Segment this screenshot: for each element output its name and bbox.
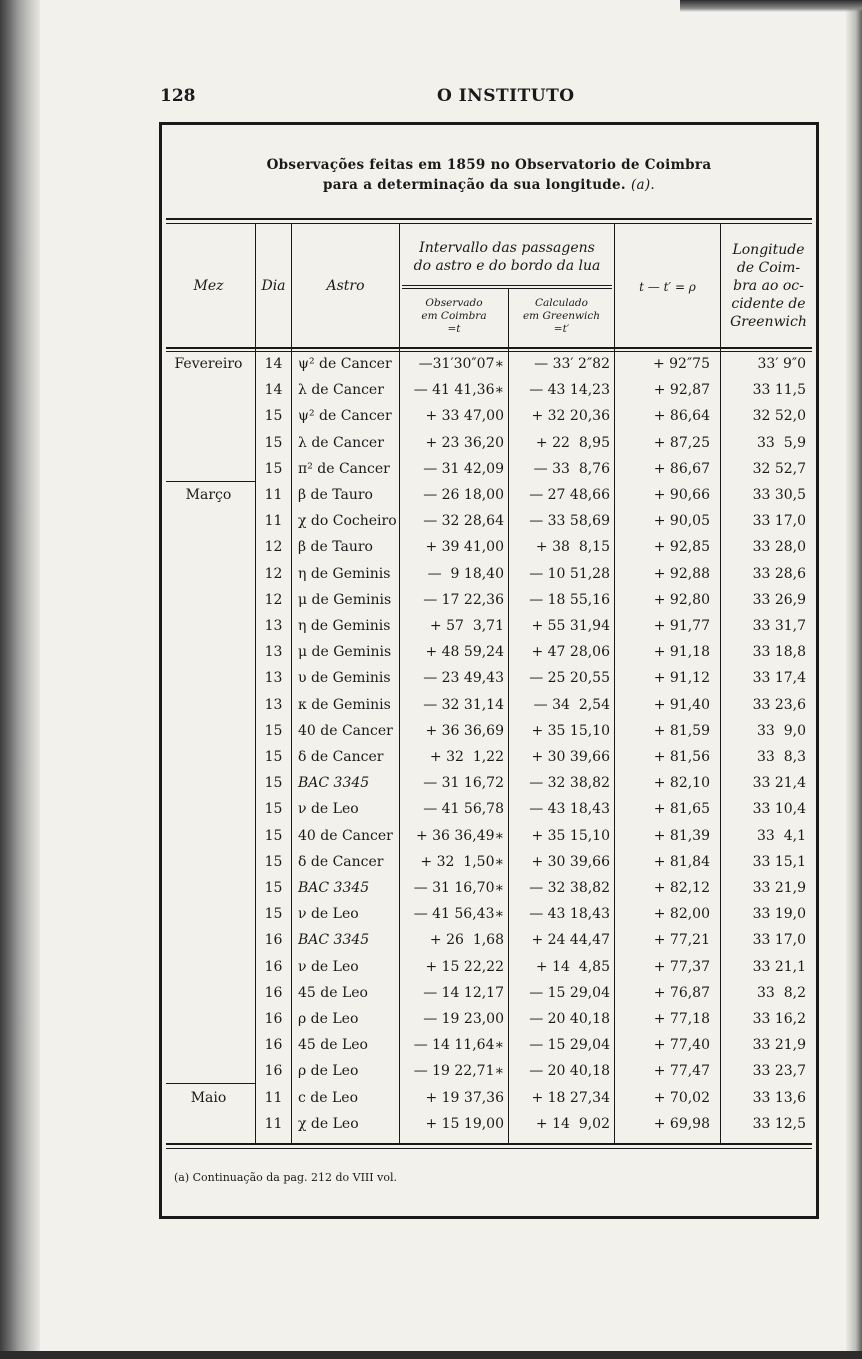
header-mez: Mez [193,278,224,294]
cell-lon: 33 21,9 [752,880,806,896]
cell-calc: + 38 8,15 [535,539,610,556]
cell-dia: 13 [264,670,283,687]
cell-calc: — 43 18,43 [529,801,610,818]
cell-calc: — 33 58,69 [529,513,610,530]
cell-dia: 15 [264,827,283,844]
cell-lon: 33 18,8 [752,644,806,661]
table-row [162,351,816,377]
cell-dia: 14 [264,356,283,372]
table-row [162,534,816,560]
cell-calc: — 20 40,18 [529,1011,610,1027]
cell-lon: 33 9,0 [757,722,806,739]
cell-astro: μ de Geminis [298,591,392,608]
cell-dia: 15 [264,722,283,739]
cell-obs: — 14 11,64∗ [413,1037,504,1054]
table-row [162,692,816,718]
cell-calc: — 15 29,04 [529,1037,610,1054]
cell-astro: δ de Cancer [298,853,384,870]
title-line-1: Observações feitas em 1859 no Observatorio de Coimbra [266,157,712,173]
cell-astro: β de Tauro [298,487,373,503]
cell-diff: + 81,39 [653,827,710,844]
table-row [162,1111,816,1137]
cell-lon: 33 30,5 [752,487,806,503]
cell-astro: c de Leo [298,1089,358,1106]
cell-calc: + 35 15,10 [531,827,610,844]
cell-mez: Março [185,487,232,503]
cell-diff: + 92,85 [653,539,710,556]
cell-lon: 33 8,2 [757,984,806,1001]
cell-astro: χ de Leo [298,1115,359,1132]
cell-calc: — 34 2,54 [533,696,610,713]
table-row [162,456,816,482]
cell-astro: 40 de Cancer [298,827,393,844]
header-intervallo-l1: Intervallo das passagens [419,240,595,256]
cell-dia: 15 [264,880,283,896]
cell-dia: 15 [264,775,283,792]
cell-astro: 45 de Leo [298,1037,368,1054]
table-row [162,587,816,613]
cell-diff: + 77,37 [653,958,710,975]
cell-obs: — 31 42,09 [423,460,504,477]
cell-obs: — 41 41,36∗ [413,382,504,399]
cell-calc: — 43 18,43 [529,906,610,923]
header-calculado-l2: em Greenwich [522,310,601,322]
cell-calc: — 20 40,18 [529,1063,610,1080]
rule-intervallo [402,285,612,286]
cell-lon: 33 23,7 [752,1063,806,1080]
rule-body-bottom-2 [166,1148,812,1149]
table-row [162,927,816,953]
cell-diff: + 92,88 [653,565,710,582]
cell-obs: + 48 59,24 [425,644,504,661]
footnote: (a) Continuação da pag. 212 do VIII vol. [174,1171,397,1184]
header-longitude [721,241,816,331]
table-row [162,770,816,796]
cell-obs: — 32 28,64 [423,513,504,530]
header-calculado [509,297,614,336]
cell-astro: λ de Cancer [298,434,384,451]
table-row [162,639,816,665]
cell-astro: η de Geminis [298,565,391,582]
cell-dia: 13 [264,696,283,713]
cell-lon: 33 8,3 [757,749,806,765]
header-calculado-l3: =t′ [553,323,570,335]
cell-diff: + 90,05 [653,513,710,530]
cell-obs: — 41 56,78 [423,801,504,818]
cell-mez: Maio [190,1089,227,1106]
cell-astro: η de Geminis [298,618,391,634]
cell-obs: —31′30″07∗ [418,356,504,372]
page-edge-top [680,0,862,12]
header-astro: Astro [326,278,365,294]
cell-diff: + 81,56 [653,749,710,765]
cell-dia: 16 [264,1037,283,1054]
table-row [162,1058,816,1084]
cell-calc: — 10 51,28 [529,565,610,582]
cell-diff: + 91,18 [653,644,710,661]
table-row [162,718,816,744]
cell-astro: π² de Cancer [298,460,390,477]
header-longitude-l2: de Coim- [736,260,801,276]
cell-lon: 33 11,5 [752,382,806,399]
cell-lon: 33 21,4 [752,775,806,792]
cell-obs: — 17 22,36 [423,591,504,608]
cell-obs: + 36 36,49∗ [415,827,504,844]
cell-calc: + 22 8,95 [535,434,610,451]
cell-lon: 33 17,4 [752,670,806,687]
table-row [162,875,816,901]
header-observado-l3: =t [447,323,461,335]
cell-lon: 33 15,1 [752,853,806,870]
header-calculado-l1: Calculado [535,297,588,309]
cell-calc: + 30 39,66 [531,853,610,870]
cell-diff: + 77,40 [653,1037,710,1054]
cell-obs: — 19 22,71∗ [413,1063,504,1080]
cell-astro: ψ² de Cancer [298,408,392,425]
cell-lon: 33 17,0 [752,932,806,949]
cell-astro: λ de Cancer [298,382,384,399]
rule-header-top [166,218,812,220]
table-row [162,954,816,980]
cell-calc: + 14 4,85 [535,958,610,975]
cell-obs: + 32 1,50∗ [420,853,504,870]
cell-dia: 11 [264,1115,283,1132]
cell-lon: 33 21,1 [752,958,806,975]
cell-diff: + 91,12 [653,670,710,687]
cell-obs: + 36 36,69 [425,722,504,739]
cell-calc: — 15 29,04 [529,984,610,1001]
cell-diff: + 90,66 [653,487,710,503]
cell-obs: — 32 31,14 [423,696,504,713]
cell-calc: — 18 55,16 [529,591,610,608]
cell-diff: + 69,98 [653,1115,710,1132]
table-row [162,613,816,639]
cell-lon: 33 5,9 [757,434,806,451]
cell-astro: BAC 3345 [298,775,370,792]
cell-lon: 33 17,0 [752,513,806,530]
cell-calc: — 43 14,23 [529,382,610,399]
cell-lon: 33′ 9″0 [757,356,806,372]
cell-obs: — 14 12,17 [423,984,504,1001]
cell-dia: 11 [264,1089,283,1106]
header-longitude-l3: bra ao oc- [733,278,804,294]
page-edge-bottom [0,1351,862,1359]
cell-dia: 15 [264,801,283,818]
cell-dia: 15 [264,460,283,477]
table-row [162,980,816,1006]
cell-lon: 33 19,0 [752,906,806,923]
title-line-2 [162,175,816,195]
cell-dia: 15 [264,434,283,451]
cell-obs: + 57 3,71 [429,618,504,634]
cell-astro: ν de Leo [298,958,359,975]
cell-astro: ψ² de Cancer [298,356,392,372]
cell-dia: 12 [264,565,283,582]
cell-lon: 32 52,7 [752,460,806,477]
rule-header-top-2 [166,223,812,224]
table-row [162,901,816,927]
table-row [162,1006,816,1032]
cell-mez: Fevereiro [174,356,243,372]
cell-dia: 16 [264,984,283,1001]
header-diff: t — t′ = ρ [639,280,696,294]
header-dia: Dia [261,278,286,294]
header-longitude-l1: Longitude [732,242,805,258]
table-frame [159,122,819,1219]
cell-calc: + 18 27,34 [531,1089,610,1106]
table-row [162,823,816,849]
table-row [162,430,816,456]
header-longitude-l4: cidente de [731,296,806,312]
header-longitude-l5: Greenwich [730,314,807,330]
cell-diff: + 81,84 [653,853,710,870]
cell-diff: + 81,65 [653,801,710,818]
table-row [162,561,816,587]
cell-lon: 33 13,6 [752,1089,806,1106]
table-row [162,403,816,429]
table-row [162,744,816,770]
cell-calc: + 32 20,36 [531,408,610,425]
cell-calc: — 33 8,76 [533,460,610,477]
cell-lon: 33 16,2 [752,1011,806,1027]
cell-diff: + 82,10 [653,775,710,792]
cell-obs: — 26 18,00 [423,487,504,503]
cell-calc: + 55 31,94 [531,618,610,634]
cell-calc: — 32 38,82 [529,775,610,792]
cell-astro: BAC 3345 [298,932,370,949]
cell-dia: 16 [264,932,283,949]
table-row [162,1032,816,1058]
cell-diff: + 92,80 [653,591,710,608]
cell-dia: 12 [264,539,283,556]
cell-lon: 33 28,0 [752,539,806,556]
cell-diff: + 82,00 [653,906,710,923]
cell-astro: δ de Cancer [298,749,384,765]
cell-dia: 11 [264,487,283,503]
cell-diff: + 92″75 [652,356,710,372]
cell-calc: + 24 44,47 [531,932,610,949]
cell-lon: 33 23,6 [752,696,806,713]
cell-dia: 16 [264,1063,283,1080]
cell-obs: + 19 37,36 [425,1089,504,1106]
cell-dia: 16 [264,958,283,975]
cell-lon: 33 21,9 [752,1037,806,1054]
cell-calc: + 30 39,66 [531,749,610,765]
header-observado-l1: Observado [425,297,483,309]
cell-dia: 15 [264,408,283,425]
cell-lon: 33 12,5 [752,1115,806,1132]
rule-header-bottom [166,347,812,349]
cell-obs: + 26 1,68 [429,932,504,949]
rule-body-bottom [166,1143,812,1145]
cell-dia: 11 [264,513,283,530]
table-row [162,849,816,875]
table-row [162,482,816,508]
cell-astro: ν de Leo [298,906,359,923]
cell-diff: + 87,25 [653,434,710,451]
header-intervallo [400,239,614,275]
cell-obs: — 9 18,40 [427,565,504,582]
cell-obs: — 41 56,43∗ [413,906,504,923]
cell-dia: 16 [264,1011,283,1027]
cell-calc: — 33′ 2″82 [534,356,610,372]
cell-diff: + 91,77 [653,618,710,634]
cell-dia: 14 [264,382,283,399]
cell-lon: 33 4,1 [757,827,806,844]
cell-diff: + 82,12 [653,880,710,896]
cell-diff: + 70,02 [653,1089,710,1106]
table-row [162,665,816,691]
running-title: O INSTITUTO [437,86,575,106]
table-row [162,377,816,403]
cell-dia: 15 [264,853,283,870]
title-line-2-text: para a determinação da sua longitude. [322,177,626,193]
cell-astro: ρ de Leo [298,1011,359,1027]
cell-astro: ρ de Leo [298,1063,359,1080]
cell-diff: + 77,18 [653,1011,710,1027]
cell-calc: — 27 48,66 [529,487,610,503]
page-number: 128 [160,86,196,106]
cell-diff: + 77,21 [653,932,710,949]
cell-astro: ν de Leo [298,801,359,818]
cell-calc: — 25 20,55 [529,670,610,687]
rule-intervallo-2 [402,288,612,289]
cell-diff: + 81,59 [653,722,710,739]
cell-calc: — 32 38,82 [529,880,610,896]
cell-astro: κ de Geminis [298,696,391,713]
table-row [162,508,816,534]
cell-diff: + 86,64 [653,408,710,425]
header-intervallo-l2: do astro e do bordo da lua [413,258,601,274]
cell-calc: + 47 28,06 [531,644,610,661]
cell-calc: + 35 15,10 [531,722,610,739]
cell-dia: 12 [264,591,283,608]
cell-diff: + 91,40 [653,696,710,713]
cell-dia: 15 [264,749,283,765]
cell-astro: BAC 3345 [298,880,370,896]
cell-obs: + 39 41,00 [425,539,504,556]
cell-obs: — 31 16,72 [423,775,504,792]
cell-diff: + 86,67 [653,460,710,477]
cell-diff: + 76,87 [653,984,710,1001]
cell-astro: 45 de Leo [298,984,368,1001]
cell-obs: + 23 36,20 [425,434,504,451]
cell-dia: 15 [264,906,283,923]
cell-astro: μ de Geminis [298,644,392,661]
cell-obs: + 32 1,22 [429,749,504,765]
cell-lon: 33 28,6 [752,565,806,582]
cell-obs: + 33 47,00 [425,408,504,425]
cell-obs: + 15 19,00 [425,1115,504,1132]
cell-obs: — 19 23,00 [423,1011,504,1027]
cell-calc: + 14 9,02 [535,1115,610,1132]
cell-lon: 33 10,4 [752,801,806,818]
cell-lon: 32 52,0 [752,408,806,425]
book-spine [0,0,40,1359]
table-row [162,796,816,822]
header-observado-l2: em Coimbra [421,310,487,322]
cell-obs: + 15 22,22 [425,958,504,975]
page-edge-right [846,0,862,1359]
cell-astro: β de Tauro [298,539,373,556]
cell-astro: χ do Cocheiro [298,513,397,530]
header-observado [400,297,508,336]
cell-diff: + 77,47 [653,1063,710,1080]
cell-dia: 13 [264,618,283,634]
cell-lon: 33 26,9 [752,591,806,608]
title-note-ref: (a). [630,177,656,193]
cell-obs: — 31 16,70∗ [413,880,504,896]
table-row [162,1085,816,1111]
cell-diff: + 92,87 [653,382,710,399]
cell-astro: 40 de Cancer [298,722,393,739]
cell-dia: 13 [264,644,283,661]
cell-obs: — 23 49,43 [423,670,504,687]
cell-astro: υ de Geminis [298,670,391,687]
table-title [162,155,816,195]
cell-lon: 33 31,7 [752,618,806,634]
